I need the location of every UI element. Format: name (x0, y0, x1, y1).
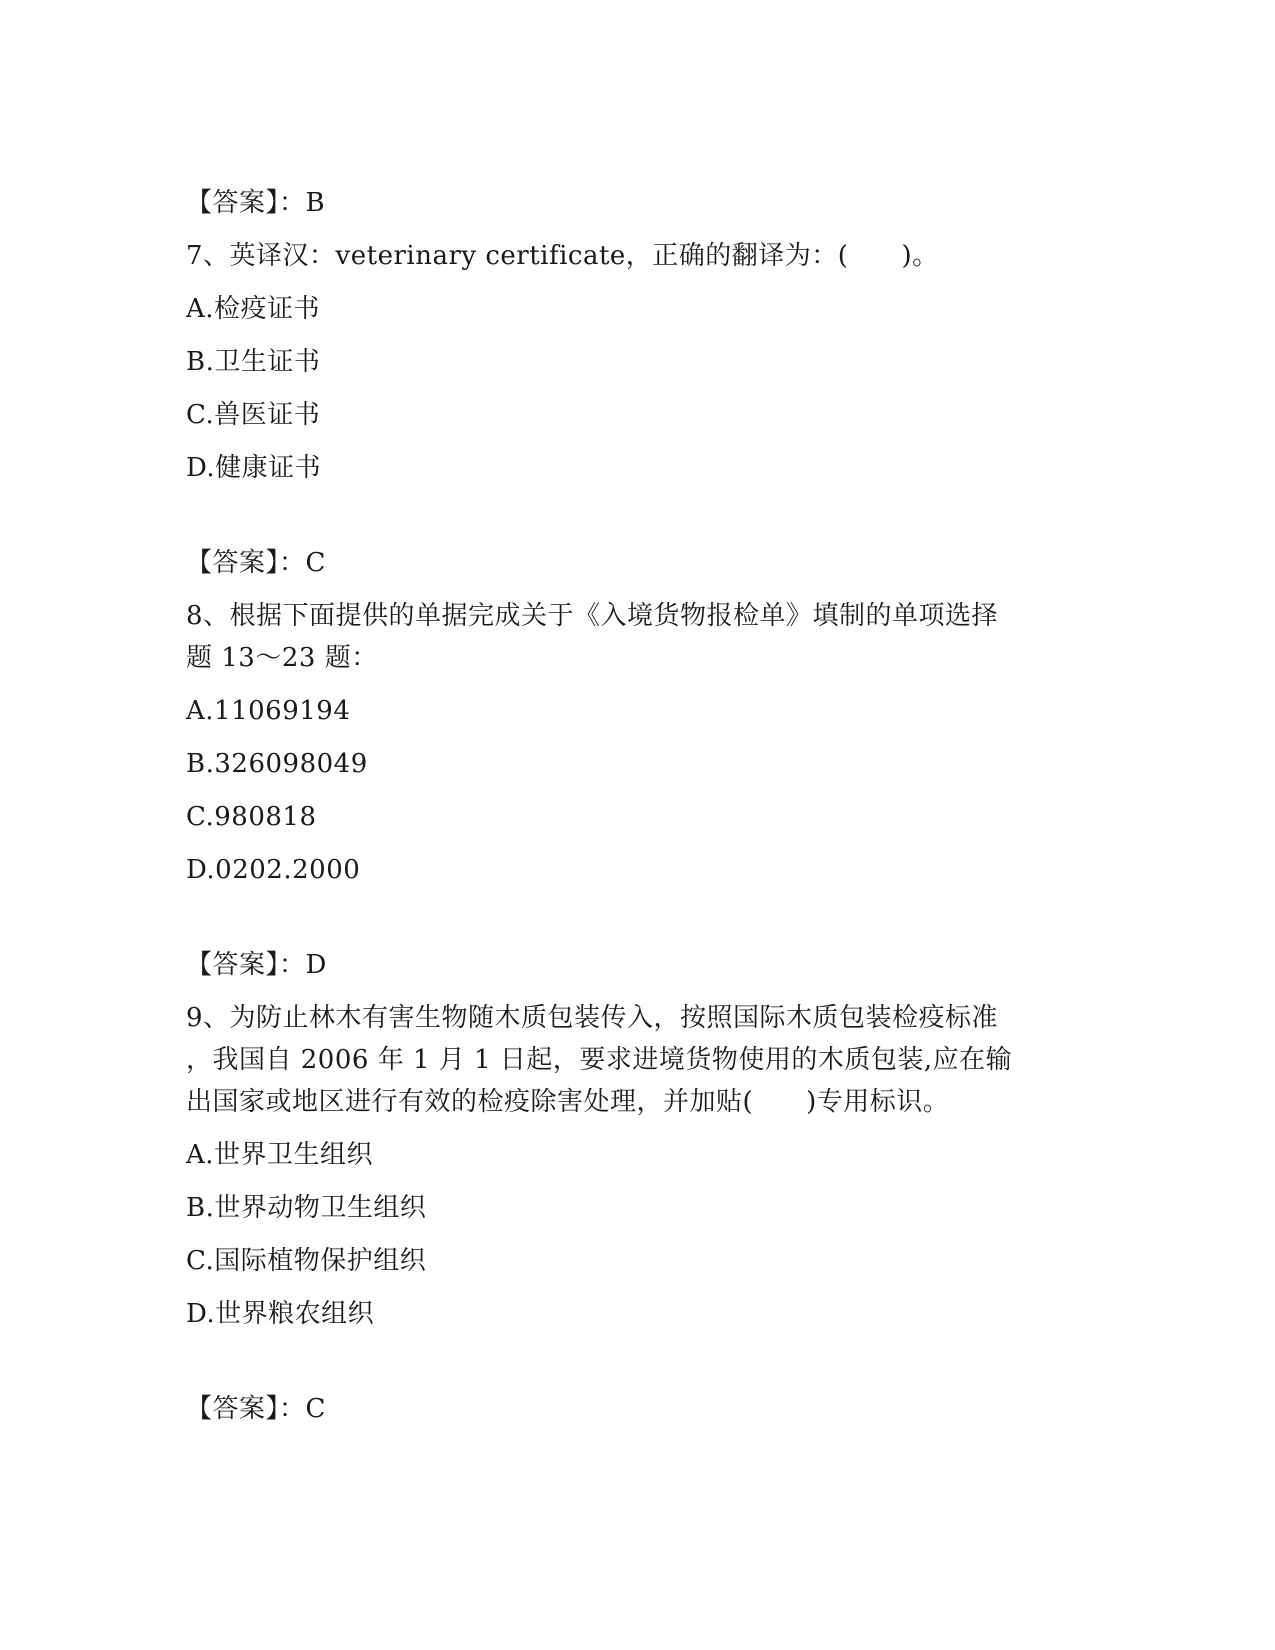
question-7-option-a: A.检疫证书 (186, 294, 321, 324)
question-9-option-c: C.国际植物保护组织 (186, 1246, 427, 1276)
question-9-stem-line-1: 9、为防止林木有害生物随木质包装传入，按照国际木质包装检疫标准 (186, 1003, 999, 1033)
question-9-option-d: D.世界粮农组织 (186, 1299, 375, 1329)
question-8-option-c: C.980818 (186, 802, 317, 832)
question-7-option-b: B.卫生证书 (186, 347, 321, 377)
answer-9: 【答案】：C (186, 1394, 326, 1424)
question-9-option-b: B.世界动物卫生组织 (186, 1193, 427, 1223)
question-7-option-c: C.兽医证书 (186, 400, 321, 430)
question-7-option-d: D.健康证书 (186, 453, 322, 483)
question-8-option-a: A.11069194 (186, 696, 351, 726)
question-9-stem-line-2: ，我国自 2006 年 1 月 1 日起，要求进境货物使用的木质包装,应在输 (186, 1045, 1013, 1075)
question-9-stem-line-3: 出国家或地区进行有效的检疫除害处理，并加贴( )专用标识。 (186, 1087, 950, 1117)
question-8-option-b: B.326098049 (186, 749, 368, 779)
question-7-stem: 7、英译汉：veterinary certificate，正确的翻译为：( )。 (186, 241, 939, 271)
question-8-stem-line-2: 题 13～23 题： (186, 643, 378, 673)
answer-8: 【答案】：D (186, 950, 327, 980)
question-8-option-d: D.0202.2000 (186, 855, 361, 885)
question-8-stem-line-1: 8、根据下面提供的单据完成关于《入境货物报检单》填制的单项选择 (186, 601, 999, 631)
question-9-option-a: A.世界卫生组织 (186, 1140, 374, 1170)
answer-6: 【答案】：B (186, 188, 326, 218)
answer-7: 【答案】：C (186, 548, 326, 578)
